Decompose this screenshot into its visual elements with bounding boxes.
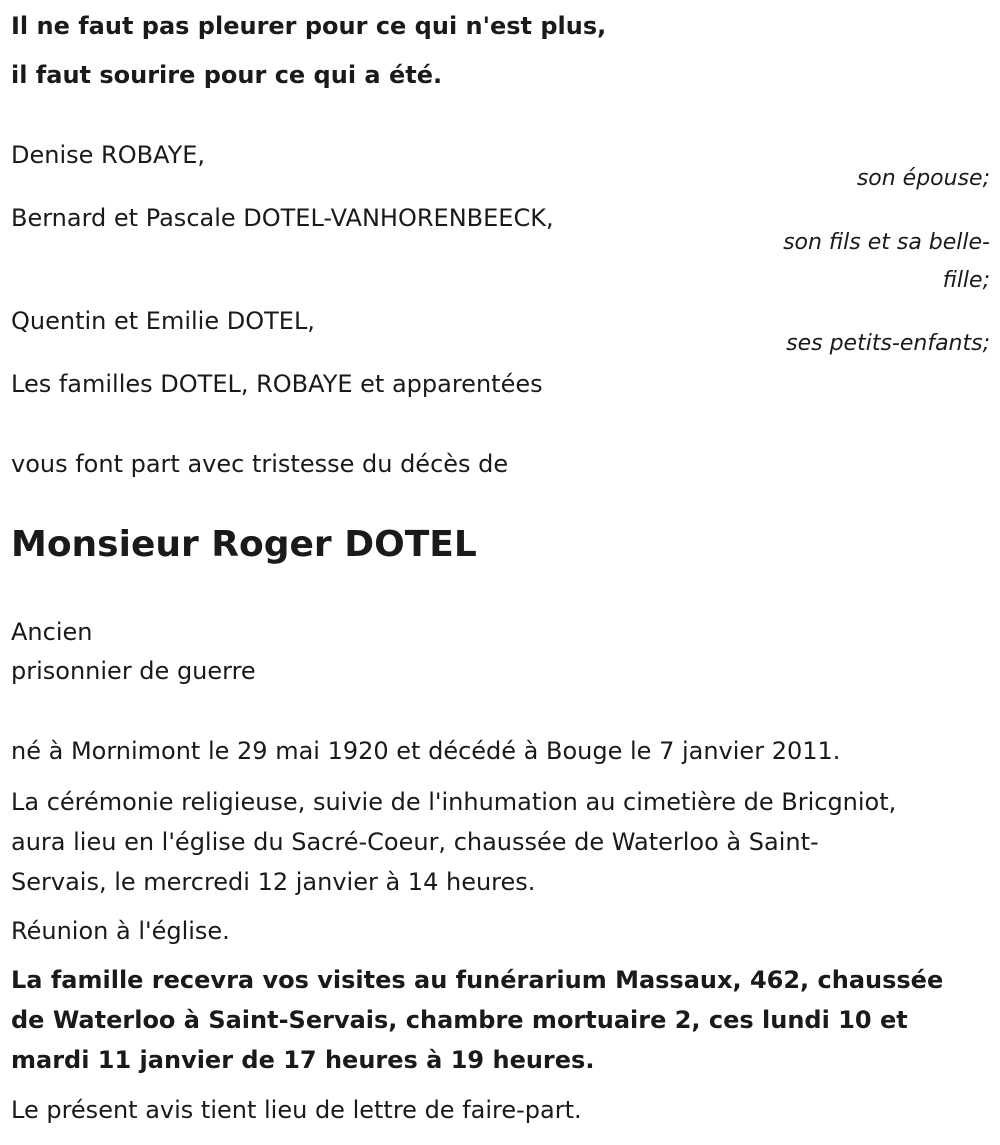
family-member-relation: ses petits-enfants; — [786, 331, 990, 356]
family-member-name: Denise ROBAYE, — [11, 141, 206, 169]
closing-text: Le présent avis tient lieu de lettre de faire-part. — [11, 1096, 582, 1124]
meeting-text: Réunion à l'église. — [11, 917, 230, 945]
visits-line-1: La famille recevra vos visites au funérarium Massaux, 462, chaussée — [11, 966, 944, 994]
announcement-text: vous font part avec tristesse du décès de — [11, 450, 509, 478]
birth-death-text: né à Mornimont le 29 mai 1920 et décédé à Bouge le 7 janvier 2011. — [11, 737, 841, 765]
family-member-name: Quentin et Emilie DOTEL, — [11, 307, 315, 335]
quote-line-2: il faut sourire pour ce qui a été. — [11, 61, 443, 89]
family-member-relation: son épouse; — [856, 166, 990, 191]
ceremony-line-3: Servais, le mercredi 12 janvier à 14 heures. — [11, 868, 536, 896]
deceased-title-line-1: Ancien — [11, 618, 93, 646]
family-member-relation: fille; — [942, 268, 990, 293]
ceremony-line-2: aura lieu en l'église du Sacré-Coeur, chaussée de Waterloo à Saint- — [11, 828, 819, 856]
deceased-name: Monsieur Roger DOTEL — [11, 524, 477, 565]
family-member-name: Les familles DOTEL, ROBAYE et apparentées — [11, 370, 543, 398]
family-member-relation: son fils et sa belle- — [783, 230, 990, 255]
visits-line-3: mardi 11 janvier de 17 heures à 19 heures. — [11, 1046, 595, 1074]
quote-line-1: Il ne faut pas pleurer pour ce qui n'est plus, — [11, 12, 607, 40]
ceremony-line-1: La cérémonie religieuse, suivie de l'inhumation au cimetière de Bricgniot, — [11, 788, 897, 816]
visits-line-2: de Waterloo à Saint-Servais, chambre mortuaire 2, ces lundi 10 et — [11, 1006, 908, 1034]
family-member-name: Bernard et Pascale DOTEL-VANHORENBEECK, — [11, 204, 554, 232]
deceased-title-line-2: prisonnier de guerre — [11, 657, 256, 685]
